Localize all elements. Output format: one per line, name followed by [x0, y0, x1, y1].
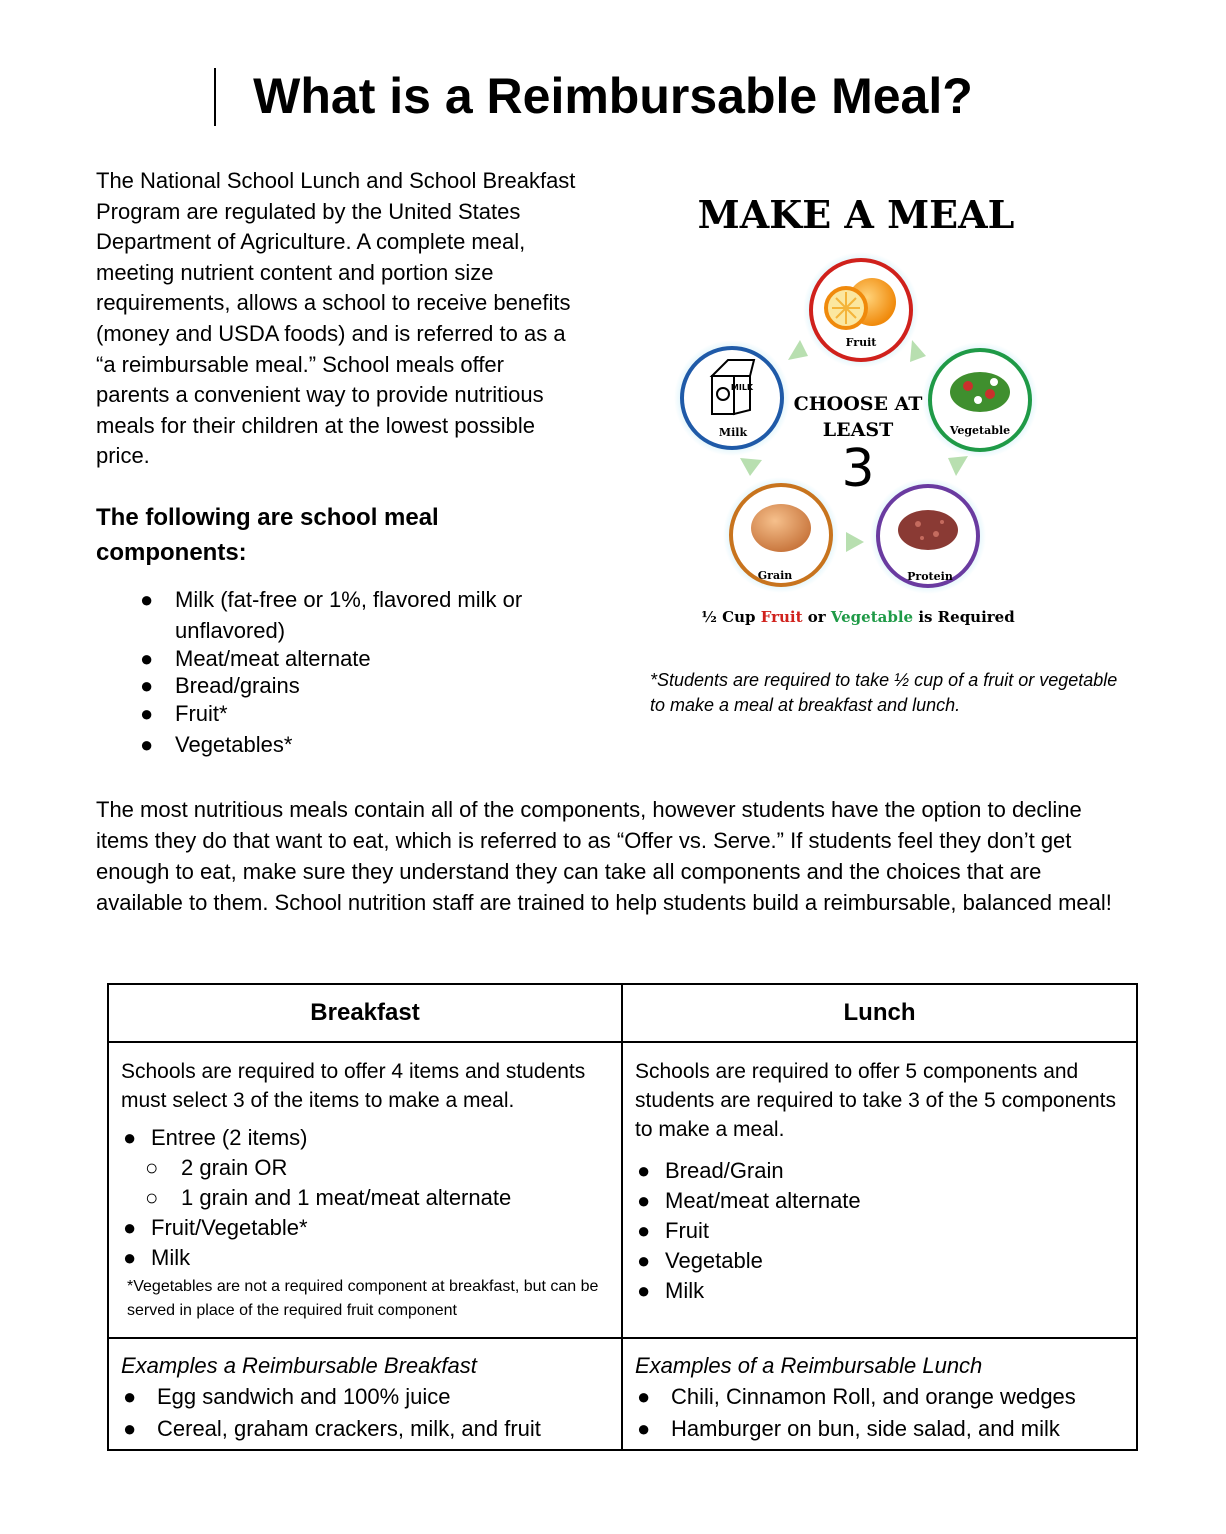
list-item: ● Milk (fat-free or 1%, flavored milk or unflavored) — [140, 584, 580, 646]
table-row — [108, 1338, 1137, 1450]
protein-label: Protein — [907, 570, 953, 583]
bullet-icon: ● — [140, 587, 154, 612]
arrow-icon — [910, 340, 926, 362]
intro-paragraph: The National School Lunch and School Breakfast Program are regulated by the United States Department of Agriculture. A complete meal, meeting nutrient content and portion size requirements, allows a school to receive benefits (money and USDA foods) and is referred to as a “a reimbursable meal.” School meals offer parents a convenient way to provide nutritious meals for their children at the lowest possible price. — [96, 168, 576, 469]
list-item: ● Meat/meat alternate — [140, 643, 580, 674]
arrow-icon — [846, 532, 864, 552]
bread-roll-icon — [751, 504, 811, 552]
list-item: ● Vegetable — [637, 1246, 1136, 1276]
table-header-row — [108, 984, 1137, 1042]
breakfast-description: Schools are required to offer 4 items and students must select 3 of the items to make a meal. — [121, 1060, 586, 1112]
center-line2: LEAST — [822, 419, 894, 441]
grain-label: Grain — [757, 569, 793, 582]
hollow-bullet-icon: ○ — [145, 1155, 159, 1180]
list-item: ● Fruit/Vegetable* — [123, 1213, 621, 1243]
hollow-bullet-icon: ○ — [145, 1185, 159, 1210]
lunch-header: Lunch — [622, 984, 1137, 1042]
meal-requirements-table — [107, 983, 1138, 1451]
bullet-icon: ● — [637, 1158, 651, 1183]
breakfast-examples-cell — [108, 1338, 622, 1450]
grain-component — [723, 477, 839, 593]
lunch-items-list — [637, 1156, 1136, 1306]
bullet-icon: ● — [140, 732, 154, 757]
bullet-icon: ● — [123, 1215, 137, 1240]
fruit-component — [803, 252, 919, 368]
bullet-icon: ● — [637, 1384, 651, 1409]
table-row — [108, 1042, 1137, 1338]
list-item: ○ 2 grain OR — [123, 1153, 621, 1183]
list-item: ● Fruit — [637, 1216, 1136, 1246]
breakfast-examples-list — [123, 1381, 621, 1445]
list-item: ● Vegetables* — [140, 729, 580, 760]
page-title: What is a Reimbursable Meal? — [253, 68, 973, 124]
make-a-meal-graphic — [650, 180, 1070, 640]
bullet-icon: ● — [123, 1245, 137, 1270]
milk-component — [674, 340, 790, 456]
list-item: ○ 1 grain and 1 meat/meat alternate — [123, 1183, 621, 1213]
center-number: 3 — [841, 439, 875, 499]
bullet-icon: ● — [637, 1188, 651, 1213]
bullet-icon: ● — [637, 1278, 651, 1303]
components-heading: The following are school meal components: — [96, 504, 439, 566]
bullet-icon: ● — [123, 1125, 137, 1150]
breakfast-items-list — [123, 1123, 621, 1273]
list-item: ● Chili, Cinnamon Roll, and orange wedges — [637, 1381, 1136, 1413]
bullet-icon: ● — [637, 1218, 651, 1243]
lunch-examples-list — [637, 1381, 1136, 1445]
salad-icon — [950, 372, 1010, 412]
breakfast-vegetable-note: *Vegetables are not a required component at breakfast, but can be served in place of the required fruit component — [127, 1278, 599, 1319]
graphic-footer: ½ Cup Fruit or Vegetable is Required — [701, 608, 1015, 626]
list-item: ● Bread/grains — [140, 670, 580, 701]
lunch-examples-cell — [622, 1338, 1137, 1450]
list-item: ● Bread/Grain — [637, 1156, 1136, 1186]
bullet-icon: ● — [140, 701, 154, 726]
bullet-icon: ● — [123, 1416, 137, 1441]
list-item: ● Entree (2 items) — [123, 1123, 621, 1153]
lunch-description: Schools are required to offer 5 components and students are required to take 3 of the 5 components to make a meal. — [635, 1060, 1116, 1141]
protein-component — [870, 478, 986, 594]
list-item: ● Egg sandwich and 100% juice — [123, 1381, 621, 1413]
arrow-icon — [948, 456, 968, 476]
list-item: ● Fruit* — [140, 698, 580, 729]
lunch-requirements-cell — [622, 1042, 1137, 1338]
arrow-icon — [788, 340, 808, 360]
bullet-icon: ● — [140, 673, 154, 698]
components-list — [140, 584, 580, 760]
requirement-note: *Students are required to take ½ cup of a fruit or vegetable to make a meal at breakfast and lunch. — [650, 670, 1118, 715]
fruit-label: Fruit — [845, 336, 877, 349]
bullet-icon: ● — [637, 1416, 651, 1441]
breakfast-requirements-cell — [108, 1042, 622, 1338]
milk-label: Milk — [718, 426, 748, 439]
list-item: ● Cereal, graham crackers, milk, and fruit — [123, 1413, 621, 1445]
bullet-icon: ● — [637, 1248, 651, 1273]
bullet-icon: ● — [123, 1384, 137, 1409]
list-item: ● Meat/meat alternate — [637, 1186, 1136, 1216]
lunch-examples-title: Examples of a Reimbursable Lunch — [635, 1353, 983, 1378]
vegetable-label: Vegetable — [949, 424, 1011, 437]
arrow-icon — [740, 458, 762, 476]
graphic-title: MAKE A MEAL — [697, 192, 1015, 237]
list-item: ● Milk — [123, 1243, 621, 1273]
carton-text: MILK — [730, 383, 754, 392]
list-item: ● Hamburger on bun, side salad, and milk — [637, 1413, 1136, 1445]
breakfast-header: Breakfast — [108, 984, 622, 1042]
vegetable-component — [922, 342, 1038, 458]
list-item: ● Milk — [637, 1276, 1136, 1306]
center-line1: CHOOSE AT — [793, 393, 923, 415]
offer-vs-serve-paragraph: The most nutritious meals contain all of the components, however students have the option to decline items they do that want to eat, which is referred to as “Offer vs. Serve.” If students feel they don’t get enough to eat, make sure they understand they can take all components and the choices that are available to them. School nutrition staff are trained to help students build a reimbursable, balanced meal! — [96, 797, 1112, 915]
breakfast-examples-title: Examples a Reimbursable Breakfast — [121, 1353, 477, 1378]
burger-patty-icon — [898, 510, 958, 550]
bullet-icon: ● — [140, 646, 154, 671]
